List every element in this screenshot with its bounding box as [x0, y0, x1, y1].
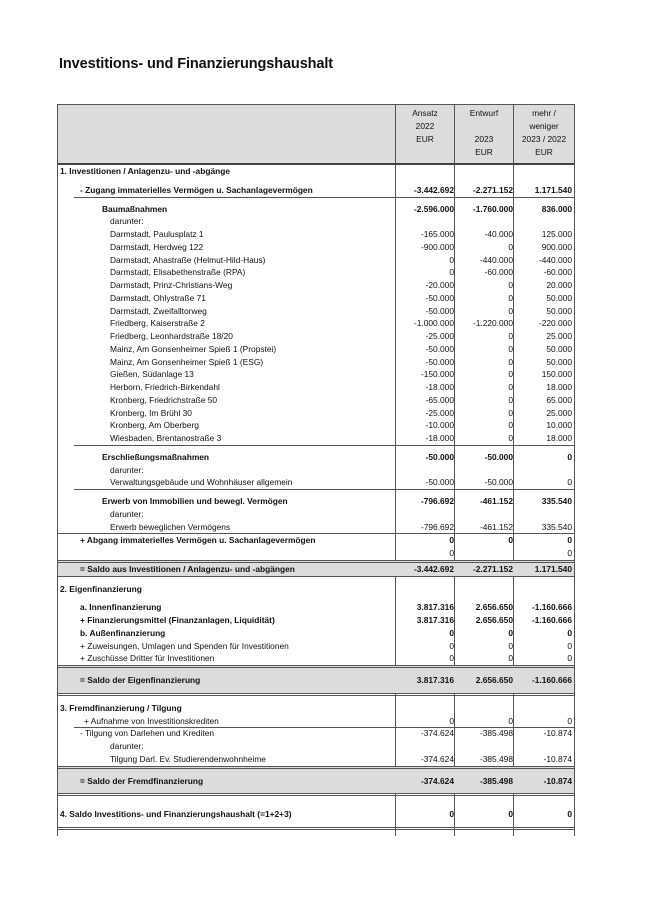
table-row [58, 451, 574, 464]
value-ansatz-2022: -1.000.000 [413, 318, 454, 329]
value-ansatz-2022: 0 [449, 267, 454, 278]
row-label: Herborn, Friedrich-Birkendahl [110, 382, 220, 392]
value-differenz: -10.874 [543, 775, 572, 786]
value-differenz: 150.000 [541, 369, 572, 380]
value-entwurf-2023: 0 [508, 809, 513, 820]
value-entwurf-2023: -461.152 [479, 496, 513, 506]
table-row [58, 432, 574, 445]
table-body [58, 165, 574, 836]
value-differenz: 1.171.540 [534, 563, 572, 574]
value-differenz: -10.874 [543, 728, 572, 739]
table-row [58, 184, 574, 197]
table-row [58, 740, 574, 753]
value-ansatz-2022: -50.000 [425, 292, 454, 303]
value-entwurf-2023: 0 [508, 331, 513, 341]
row-label: b. Außenfinanzierung [80, 627, 166, 638]
value-differenz: 50.000 [546, 343, 572, 354]
row-label: Mainz, Am Gonsenheimer Spieß 1 (Propstei) [110, 343, 277, 354]
value-ansatz-2022: 0 [449, 548, 454, 558]
value-differenz: 50.000 [546, 292, 572, 303]
spacer-row [58, 665, 574, 674]
value-entwurf-2023: 2.656.650 [475, 602, 513, 613]
table-row [58, 533, 574, 547]
header-col-entwurf: Entwurf 2023 EUR [469, 108, 499, 157]
row-label: + Finanzierungsmittel (Finanzanlagen, Liquidität) [80, 615, 275, 625]
row-label: = Saldo der Fremdfinanzierung [80, 775, 204, 786]
value-differenz: 25.000 [546, 331, 572, 341]
table-row [58, 381, 574, 394]
table-row [58, 702, 574, 715]
table-row [58, 266, 574, 279]
value-differenz: 836.000 [541, 203, 572, 214]
row-label: = Saldo der Eigenfinanzierung [80, 675, 201, 685]
row-label: = Saldo aus Investitionen / Anlagenzu- und -abgängen [80, 563, 295, 574]
value-entwurf-2023: -385.498 [479, 775, 513, 786]
row-label: darunter: [110, 508, 144, 519]
value-entwurf-2023: 0 [508, 407, 513, 418]
row-label: Darmstadt, Zweifalltorweg [110, 305, 207, 316]
value-ansatz-2022: -10.000 [425, 420, 454, 431]
row-label: + Aufnahme von Investitionskrediten [84, 715, 219, 726]
row-label: Tilgung Darl. Ev. Studierendenwohnheime [110, 753, 266, 764]
value-ansatz-2022: -796.692 [420, 496, 454, 506]
value-ansatz-2022: 0 [449, 653, 454, 664]
spacer-row [58, 576, 574, 583]
value-differenz: 65.000 [546, 394, 572, 405]
value-differenz: 0 [567, 640, 572, 651]
value-ansatz-2022: -165.000 [420, 229, 454, 239]
value-differenz: 335.540 [541, 521, 572, 532]
table-row [58, 292, 574, 305]
value-differenz: 25.000 [546, 407, 572, 418]
value-entwurf-2023: 0 [508, 305, 513, 316]
value-differenz: 18.000 [546, 382, 572, 392]
value-entwurf-2023: -440.000 [479, 254, 513, 265]
value-ansatz-2022: -900.000 [420, 241, 454, 252]
value-entwurf-2023: -461.152 [479, 521, 513, 532]
value-ansatz-2022: -374.624 [420, 728, 454, 739]
value-ansatz-2022: -65.000 [425, 394, 454, 405]
value-entwurf-2023: -1.220.000 [472, 318, 513, 329]
value-entwurf-2023: 0 [508, 241, 513, 252]
value-differenz: 0 [567, 548, 572, 558]
value-differenz: 0 [567, 627, 572, 638]
value-entwurf-2023: 0 [508, 640, 513, 651]
value-ansatz-2022: -3.442.692 [413, 184, 454, 195]
value-ansatz-2022: -50.000 [425, 451, 454, 462]
row-label: Darmstadt, Ohlystraße 71 [110, 292, 206, 303]
row-label: - Tilgung von Darlehen und Krediten [80, 728, 215, 739]
value-ansatz-2022: -25.000 [425, 407, 454, 418]
row-label: a. Innenfinanzierung [80, 602, 162, 613]
value-ansatz-2022: -20.000 [425, 280, 454, 290]
value-differenz: 335.540 [541, 496, 572, 506]
value-ansatz-2022: -3.442.692 [413, 563, 454, 574]
value-differenz: 1.171.540 [534, 184, 572, 195]
value-differenz: 0 [567, 451, 572, 462]
table-row [58, 547, 574, 560]
table-row [58, 330, 574, 343]
row-label: Gießen, Südanlage 13 [110, 369, 194, 380]
table-row [58, 343, 574, 356]
row-label: darunter: [110, 741, 144, 751]
value-differenz: 0 [567, 535, 572, 546]
table-row [58, 228, 574, 241]
value-ansatz-2022: 0 [449, 535, 454, 546]
value-entwurf-2023: 0 [508, 715, 513, 726]
row-label: Baumaßnahmen [102, 203, 168, 214]
table-row [58, 317, 574, 330]
value-differenz: -440.000 [538, 254, 572, 265]
value-entwurf-2023: -50.000 [484, 477, 513, 488]
row-label: darunter: [110, 216, 144, 227]
value-entwurf-2023: 0 [508, 433, 513, 443]
table-row [58, 464, 574, 477]
spacer-row [58, 827, 574, 836]
table-row [58, 674, 574, 687]
table-row [58, 640, 574, 653]
table-row [58, 254, 574, 267]
value-differenz: 0 [567, 477, 572, 488]
row-label: + Abgang immaterielles Vermögen u. Sachanlagevermögen [80, 535, 316, 546]
value-entwurf-2023: 0 [508, 394, 513, 405]
table-row [58, 521, 574, 534]
table-row [58, 203, 574, 216]
row-label: + Zuschüsse Dritter für Investitionen [80, 653, 215, 664]
table-row [58, 560, 574, 576]
header-col-ansatz: Ansatz 2022 EUR [412, 108, 438, 144]
value-entwurf-2023: 0 [508, 535, 513, 546]
value-ansatz-2022: -50.000 [425, 305, 454, 316]
value-differenz: 50.000 [546, 356, 572, 367]
table-row [58, 808, 574, 821]
value-differenz: 125.000 [541, 229, 572, 239]
table-row [58, 727, 574, 740]
row-label: Darmstadt, Herdweg 122 [110, 241, 204, 252]
value-ansatz-2022: -50.000 [425, 343, 454, 354]
table-row [58, 279, 574, 292]
table-row [58, 627, 574, 640]
table-row [58, 775, 574, 788]
row-label: Kronberg, Am Oberberg [110, 420, 199, 431]
value-differenz: 900.000 [541, 241, 572, 252]
row-label: 2. Eigenfinanzierung [60, 583, 142, 594]
table-row [58, 368, 574, 381]
value-entwurf-2023: 0 [508, 420, 513, 431]
value-differenz: 0 [567, 809, 572, 820]
value-ansatz-2022: -150.000 [420, 369, 454, 380]
value-entwurf-2023: 0 [508, 280, 513, 290]
value-entwurf-2023: 0 [508, 627, 513, 638]
row-label: Erwerb beweglichen Vermögens [110, 521, 231, 532]
row-label: 1. Investitionen / Anlagenzu- und -abgänge [60, 166, 230, 176]
value-entwurf-2023: -2.271.152 [472, 184, 513, 195]
value-entwurf-2023: -60.000 [484, 267, 513, 278]
value-entwurf-2023: 2.656.650 [475, 675, 513, 685]
table-row [58, 753, 574, 766]
table-row [58, 614, 574, 627]
row-label: Kronberg, Im Brühl 30 [110, 407, 192, 418]
value-differenz: 0 [567, 715, 572, 726]
value-ansatz-2022: 0 [449, 715, 454, 726]
table-row [58, 476, 574, 489]
page-title: Investitions- und Finanzierungshaushalt [59, 56, 334, 72]
table-row [58, 241, 574, 254]
value-entwurf-2023: 0 [508, 343, 513, 354]
table-row [58, 652, 574, 665]
table-row [58, 165, 574, 178]
row-label: Darmstadt, Ahastraße (Helmut-Hild-Haus) [110, 254, 266, 265]
value-differenz: -10.874 [543, 753, 572, 764]
table-row [58, 715, 574, 728]
value-entwurf-2023: -40.000 [484, 229, 513, 239]
row-label: darunter: [110, 464, 144, 475]
value-ansatz-2022: 0 [449, 627, 454, 638]
value-ansatz-2022: -18.000 [425, 433, 454, 443]
row-label: Darmstadt, Paulusplatz 1 [110, 229, 204, 239]
value-entwurf-2023: -385.498 [479, 728, 513, 739]
row-label: Mainz, Am Gonsenheimer Spieß 1 (ESG) [110, 356, 264, 367]
spacer-row [58, 766, 574, 775]
value-entwurf-2023: -1.760.000 [472, 203, 513, 214]
value-entwurf-2023: 0 [508, 356, 513, 367]
table-row [58, 419, 574, 432]
row-label: 4. Saldo Investitions- und Finanzierungshaushalt (=1+2+3) [60, 809, 292, 820]
value-differenz: 18.000 [546, 433, 572, 443]
row-label: Verwaltungsgebäude und Wohnhäuser allgemein [110, 477, 293, 488]
value-ansatz-2022: -18.000 [425, 382, 454, 392]
value-differenz: 0 [567, 653, 572, 664]
value-differenz: -220.000 [538, 318, 572, 329]
value-differenz: 10.000 [546, 420, 572, 431]
row-label: Darmstadt, Prinz-Christians-Weg [110, 280, 233, 290]
value-entwurf-2023: 0 [508, 382, 513, 392]
value-entwurf-2023: 0 [508, 653, 513, 664]
value-differenz: -1.160.666 [531, 615, 572, 625]
value-ansatz-2022: -374.624 [420, 753, 454, 764]
table-row [58, 508, 574, 521]
row-label: Erschließungsmaßnahmen [102, 451, 210, 462]
value-differenz: -1.160.666 [531, 675, 572, 685]
value-ansatz-2022: 0 [449, 254, 454, 265]
table-row [58, 583, 574, 596]
row-label: Kronberg, Friedrichstraße 50 [110, 394, 218, 405]
spacer-row [58, 693, 574, 702]
row-label: Wiesbaden, Brentanostraße 3 [110, 433, 222, 443]
value-ansatz-2022: -374.624 [420, 775, 454, 786]
value-entwurf-2023: -385.498 [479, 753, 513, 764]
table-row [58, 305, 574, 318]
value-ansatz-2022: -2.596.000 [413, 203, 454, 214]
value-entwurf-2023: -2.271.152 [472, 563, 513, 574]
value-ansatz-2022: 0 [449, 640, 454, 651]
row-label: 3. Fremdfinanzierung / Tilgung [60, 702, 182, 713]
table-row [58, 215, 574, 228]
table-row [58, 601, 574, 614]
table-row [58, 356, 574, 369]
value-differenz: 50.000 [546, 305, 572, 316]
table-row [58, 394, 574, 407]
row-label: Friedberg, Kaiserstraße 2 [110, 318, 205, 329]
header-col-differenz: mehr / weniger 2023 / 2022 EUR [521, 108, 567, 157]
value-differenz: 20.000 [546, 280, 572, 290]
row-label: Erwerb von Immobilien und bewegl. Vermögen [102, 496, 288, 506]
value-entwurf-2023: 0 [508, 369, 513, 380]
value-ansatz-2022: 3.817.316 [416, 602, 454, 613]
budget-table [57, 104, 575, 836]
value-entwurf-2023: 0 [508, 292, 513, 303]
table-row [58, 495, 574, 508]
value-entwurf-2023: -50.000 [484, 451, 513, 462]
value-ansatz-2022: -50.000 [425, 356, 454, 367]
row-label: + Zuweisungen, Umlagen und Spenden für Investitionen [80, 640, 289, 651]
value-ansatz-2022: -796.692 [420, 521, 454, 532]
spacer-row [58, 793, 574, 802]
value-differenz: -60.000 [543, 267, 572, 278]
value-ansatz-2022: 0 [449, 809, 454, 820]
row-label: Darmstadt, Elisabethenstraße (RPA) [110, 267, 246, 278]
table-row [58, 407, 574, 420]
value-ansatz-2022: -50.000 [425, 477, 454, 488]
value-ansatz-2022: 3.817.316 [416, 675, 454, 685]
row-label: - Zugang immaterielles Vermögen u. Sachanlagevermögen [80, 184, 313, 195]
value-ansatz-2022: -25.000 [425, 331, 454, 341]
value-ansatz-2022: 3.817.316 [416, 615, 454, 625]
value-differenz: -1.160.666 [531, 602, 572, 613]
table-header [58, 105, 574, 165]
value-entwurf-2023: 2.656.650 [475, 615, 513, 625]
row-label: Friedberg, Leonhardstraße 18/20 [110, 331, 233, 341]
